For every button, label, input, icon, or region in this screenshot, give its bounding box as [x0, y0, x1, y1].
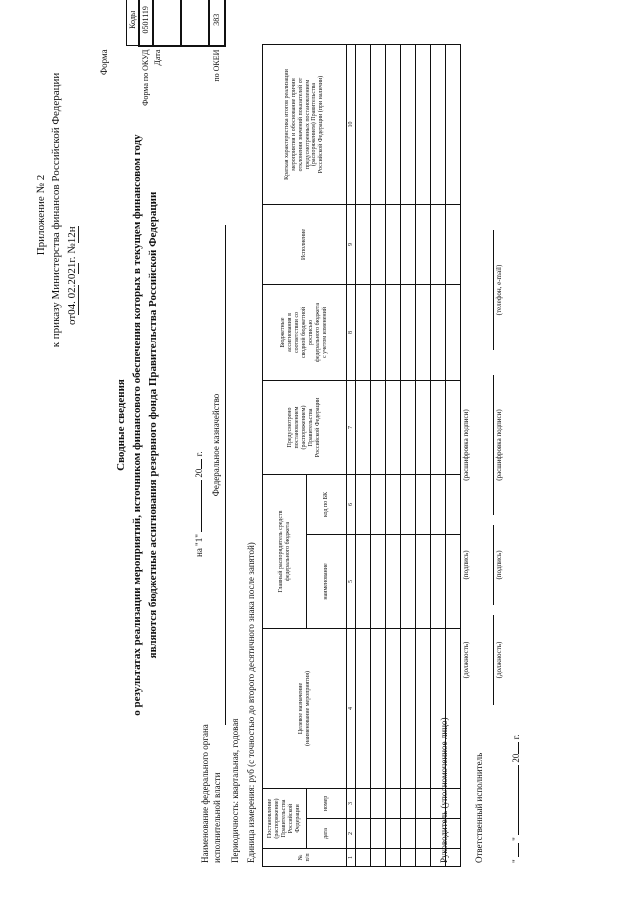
codes-table — [126, 0, 226, 108]
period-label: Периодичность: квартальная, годовая — [230, 718, 240, 863]
header-brief-l4: предусмотренных постановлением — [304, 79, 311, 170]
codes-header: Коды — [127, 0, 139, 46]
col-num-1: 1 — [347, 849, 356, 867]
header-decree-l1: Постановление — [267, 798, 274, 839]
form-label: Форма — [99, 49, 109, 75]
okei-value: 383 — [209, 0, 225, 46]
sign-date — [512, 734, 522, 863]
unit-label: Единица измерения: руб (с точностью до второго десятичного знака после запятой) — [246, 542, 256, 863]
header-budget-l1: Бюджетные — [280, 317, 287, 348]
header-grbs-code: код по БК — [307, 475, 347, 535]
header-brief-l5: (распоряжением) Правительства — [311, 82, 318, 167]
head-position-caption: (должность) — [462, 641, 470, 679]
header-purpose-l2: (наименование мероприятия) — [304, 671, 311, 746]
header-grbs-l1: Главный распорядитель средств — [277, 510, 284, 593]
header-grbs-name: наименование — [307, 535, 347, 629]
title-line3: являются бюджетные ассигнования резервного фонда Правительства Российской Федерации — [147, 191, 159, 659]
col-num-2: 2 — [347, 819, 356, 849]
exec-transcript-caption: (расшифровка подписи) — [495, 409, 503, 481]
header-grbs-l2: федерального бюджета — [284, 521, 291, 582]
header-decree-l4: Российской Федерации — [287, 803, 301, 834]
results-table — [262, 44, 461, 867]
header-budget-l4: сводной бюджетной — [301, 306, 308, 359]
header-budget-l2: ассигнования в — [287, 313, 294, 352]
title-line2: о результатах реализации мероприятий, источником финансового обеспечения которых в текущем финансовом году — [131, 134, 143, 716]
col-num-6: 6 — [347, 475, 356, 535]
head-transcript-caption: (расшифровка подписи) — [462, 409, 470, 481]
header-brief-l6: Российской Федерации (при наличии) — [318, 75, 325, 174]
agency-label-2: исполнительной власти — [212, 772, 222, 863]
column-numbers-row — [347, 45, 356, 867]
exec-signature-caption: (подпись) — [495, 550, 503, 580]
header-decree-number: номер — [307, 789, 347, 819]
appendix-num-value: 12н — [66, 226, 78, 244]
okei-label: по ОКЕИ — [212, 49, 221, 82]
header-decree — [263, 789, 307, 849]
date-label: Дата — [152, 49, 162, 66]
header-purpose-l1: Целевое назначение — [297, 682, 304, 735]
col-num-4: 4 — [347, 629, 356, 789]
exec-position-caption: (должность) — [495, 641, 503, 679]
report-date-prefix: на "1" — [194, 534, 204, 557]
col-num-9: 9 — [347, 205, 356, 285]
appendix-date-mid: 20 — [66, 273, 78, 285]
report-date-year: 20 — [194, 468, 204, 478]
sign-date-year: 20 — [511, 753, 521, 763]
header-num-l1: № — [297, 854, 304, 861]
appendix-date-year: 21 — [66, 262, 78, 274]
header-budget-l3: соответствии со — [294, 311, 301, 354]
appendix-num-prefix: г. № — [66, 243, 78, 263]
appendix-date-prefix: от — [66, 314, 78, 325]
report-date — [195, 451, 205, 557]
agency-label-1: Наименование федерального органа — [200, 724, 210, 863]
appendix-date — [66, 226, 78, 325]
header-grbs — [263, 475, 307, 629]
report-date-suffix: г. — [194, 451, 204, 457]
sign-date-quote-open: " — [511, 859, 521, 863]
appendix-date-value: 04. 02. — [66, 284, 78, 315]
header-num — [263, 849, 347, 867]
header-budget-l7: с учетом изменений — [321, 306, 328, 359]
head-signature-caption: (подпись) — [462, 550, 470, 580]
header-planned-l4: Правительства — [307, 408, 314, 447]
header-execution: Исполнение — [263, 205, 347, 285]
agency-value: Федеральное казначейство — [211, 393, 221, 497]
table-row — [386, 45, 401, 867]
appendix-line2: к приказу Министерства финансов Российской Федерации — [50, 72, 62, 348]
header-planned-l3: (распоряжением) — [301, 405, 308, 450]
sign-date-suffix: г. — [511, 734, 521, 740]
header-budget — [263, 285, 347, 381]
col-num-8: 8 — [347, 285, 356, 381]
header-brief-l1: Краткая характеристика итогов реализации — [283, 69, 290, 180]
col-num-7: 7 — [347, 381, 356, 475]
head-label: Руководитель (уполномоченное лицо) — [439, 717, 449, 863]
table-row — [416, 45, 431, 867]
col-num-10: 10 — [347, 45, 356, 205]
okud-value: 0501119 — [139, 0, 153, 46]
header-purpose — [263, 629, 347, 789]
appendix-line1: Приложение № 2 — [35, 174, 47, 256]
exec-label: Ответственный исполнитель — [474, 752, 484, 863]
header-planned-l2: постановлением — [294, 406, 301, 449]
title-line1: Сводные сведения — [115, 379, 127, 471]
header-decree-l2: (распоряжение) — [274, 798, 281, 839]
header-brief-l2: мероприятия и обоснование причин — [290, 78, 297, 171]
header-planned-l5: Российской Федерации — [314, 397, 321, 458]
table-row — [401, 45, 416, 867]
header-brief-l3: отклонения значений показателей от — [297, 77, 304, 172]
table-row — [371, 45, 386, 867]
table-row — [356, 45, 371, 867]
header-decree-l3: Правительства — [281, 799, 288, 838]
col-num-3: 3 — [347, 789, 356, 819]
date-value — [153, 0, 181, 46]
col-num-5: 5 — [347, 535, 356, 629]
header-planned — [263, 381, 347, 475]
header-budget-l6: федерального бюджета — [314, 302, 321, 363]
blank-code — [181, 0, 209, 46]
header-planned-l1: Предусмотрено — [287, 407, 294, 448]
header-num-l2: п/п — [304, 853, 311, 862]
header-brief — [263, 45, 347, 205]
okud-label: Форма по ОКУД — [141, 49, 150, 106]
header-decree-date: дата — [307, 819, 347, 849]
exec-phone-caption: (телефон, e-mail) — [495, 264, 503, 316]
sign-date-quote-close: " — [511, 837, 521, 841]
header-budget-l5: росписью — [307, 319, 314, 346]
